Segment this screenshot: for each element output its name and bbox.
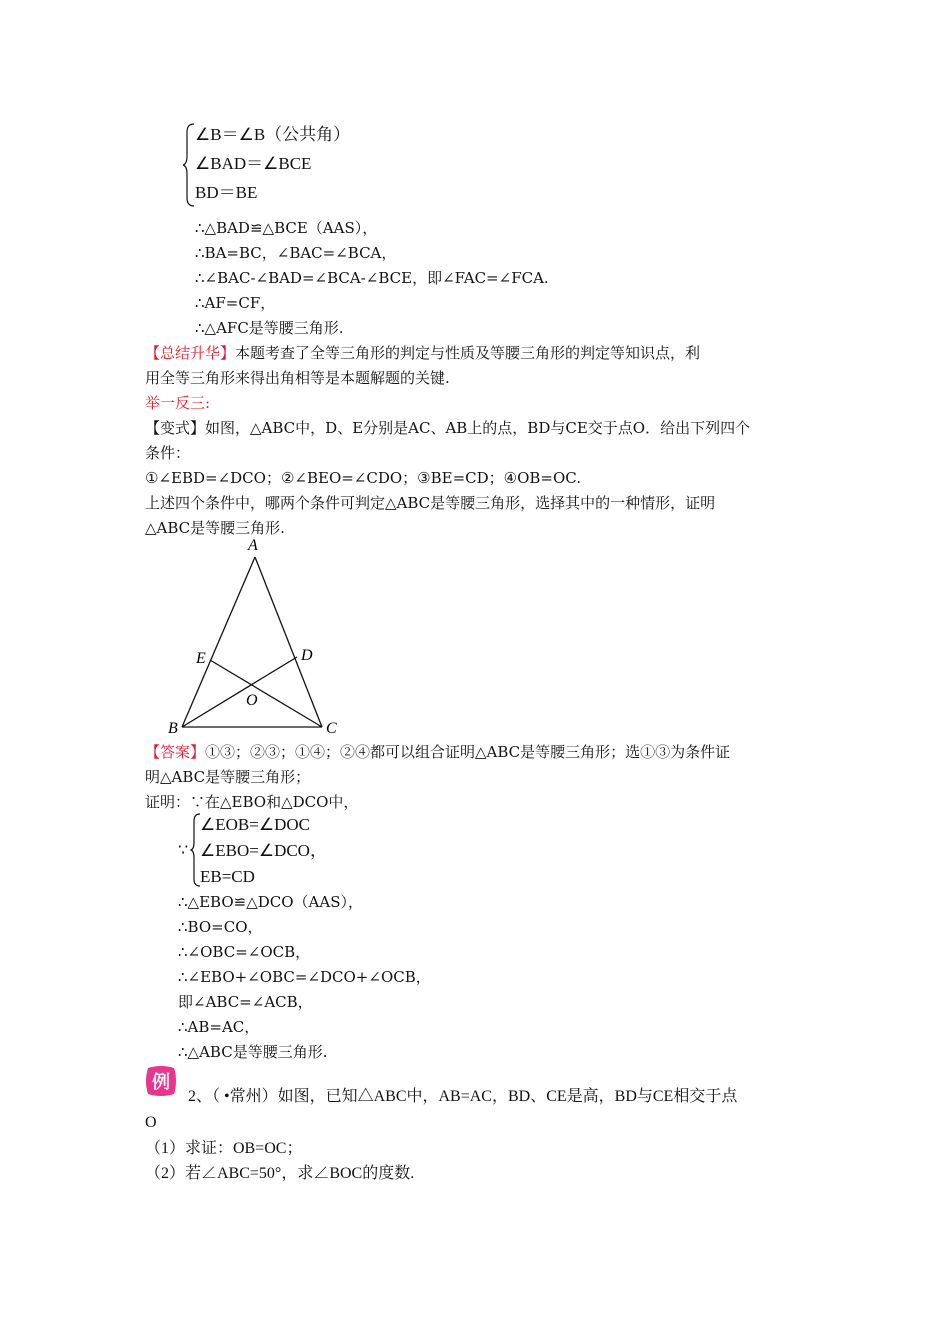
answer-brace-line-3: EB=CD xyxy=(200,867,255,886)
answer-step-2: ∴BO=CO， xyxy=(178,918,263,936)
answer-step-4: ∴∠EBO+∠OBC=∠DCO+∠OCB， xyxy=(178,968,431,986)
label-b: B xyxy=(168,720,178,737)
summary-line-1: 【总结升华】本题考查了全等三角形的判定与性质及等腰三角形的判定等知识点，利 xyxy=(145,344,701,362)
triangle-figure xyxy=(160,535,350,740)
because-symbol: ∵ xyxy=(178,840,189,859)
variant-question-1: 上述四个条件中，哪两个条件可判定△ABC是等腰三角形，选择其中的一种情形，证明 xyxy=(145,494,716,512)
brace-line-3: BD＝BE xyxy=(195,183,258,202)
summary-line-2: 用全等三角形来得出角相等是本题解题的关键. xyxy=(145,369,450,387)
label-a: A xyxy=(248,537,258,554)
proof1-step-4: ∴AF=CF， xyxy=(195,294,276,312)
answer-step-3: ∴∠OBC=∠OCB， xyxy=(178,943,311,961)
variant-conditions: ①∠EBD=∠DCO；②∠BEO=∠CDO；③BE=CD；④OB=OC. xyxy=(145,469,582,487)
side-ab xyxy=(182,557,255,727)
example2-part-2: （2）若∠ABC=50°，求∠BOC的度数. xyxy=(145,1165,415,1182)
label-c: C xyxy=(326,720,337,737)
proof1-step-3: ∴∠BAC-∠BAD=∠BCA-∠BCE，即∠FAC=∠FCA. xyxy=(195,269,549,287)
segment-ce xyxy=(210,660,322,727)
example2-part-1: （1）求证：OB=OC； xyxy=(145,1140,303,1157)
variant-question-2: △ABC是等腰三角形. xyxy=(145,519,285,537)
answer-proof-intro: 证明：∵在△EBO和△DCO中， xyxy=(145,793,359,811)
answer-step-6: ∴AB=AC， xyxy=(178,1018,260,1036)
badge-text: 例 xyxy=(152,1072,170,1093)
answer-brace-line-2: ∠EBO=∠DCO， xyxy=(200,841,327,860)
label-o: O xyxy=(246,692,258,709)
example2-line-2: O xyxy=(145,1114,157,1131)
summary-label: 【总结升华】 xyxy=(145,344,236,362)
answer-step-7: ∴△ABC是等腰三角形. xyxy=(178,1043,328,1061)
proof1-step-1: ∴△BAD≌△BCE（AAS）， xyxy=(195,219,378,237)
label-e: E xyxy=(196,650,206,667)
example2-line-1: 2、（ •常州）如图，已知△ABC中，AB=AC，BD、CE是高，BD与CE相交于点 xyxy=(188,1088,738,1105)
proof1-step-2: ∴BA=BC，∠BAC=∠BCA， xyxy=(195,244,397,262)
answer-line-1: 【答案】①③；②③；①④；②④都可以组合证明△ABC是等腰三角形；选①③为条件证 xyxy=(145,743,731,761)
side-ac xyxy=(255,557,322,727)
answer-label: 【答案】 xyxy=(145,743,206,761)
variant-line-2: 条件： xyxy=(145,444,191,462)
answer-step-5: 即∠ABC=∠ACB， xyxy=(178,993,313,1011)
proof1-step-5: ∴△AFC是等腰三角形. xyxy=(195,319,344,337)
answer-line-2: 明△ABC是等腰三角形； xyxy=(145,768,311,786)
segment-bd xyxy=(182,657,297,727)
brace-line-1: ∠B＝∠B（公共角） xyxy=(195,125,351,144)
variant-label: 【变式】 xyxy=(145,419,206,437)
practice-heading: 举一反三: xyxy=(145,394,211,412)
answer-brace-line-1: ∠EOB=∠DOC xyxy=(200,815,310,834)
example-badge xyxy=(144,1064,178,1098)
variant-line-1: 【变式】如图，△ABC中，D、E分别是AC、AB上的点，BD与CE交于点O．给出下列四个 xyxy=(145,419,751,437)
brace-line-2: ∠BAD＝∠BCE xyxy=(195,154,312,173)
label-d: D xyxy=(301,647,313,664)
answer-step-1: ∴△EBO≌△DCO（AAS）， xyxy=(178,893,363,911)
brace-1 xyxy=(182,122,196,208)
